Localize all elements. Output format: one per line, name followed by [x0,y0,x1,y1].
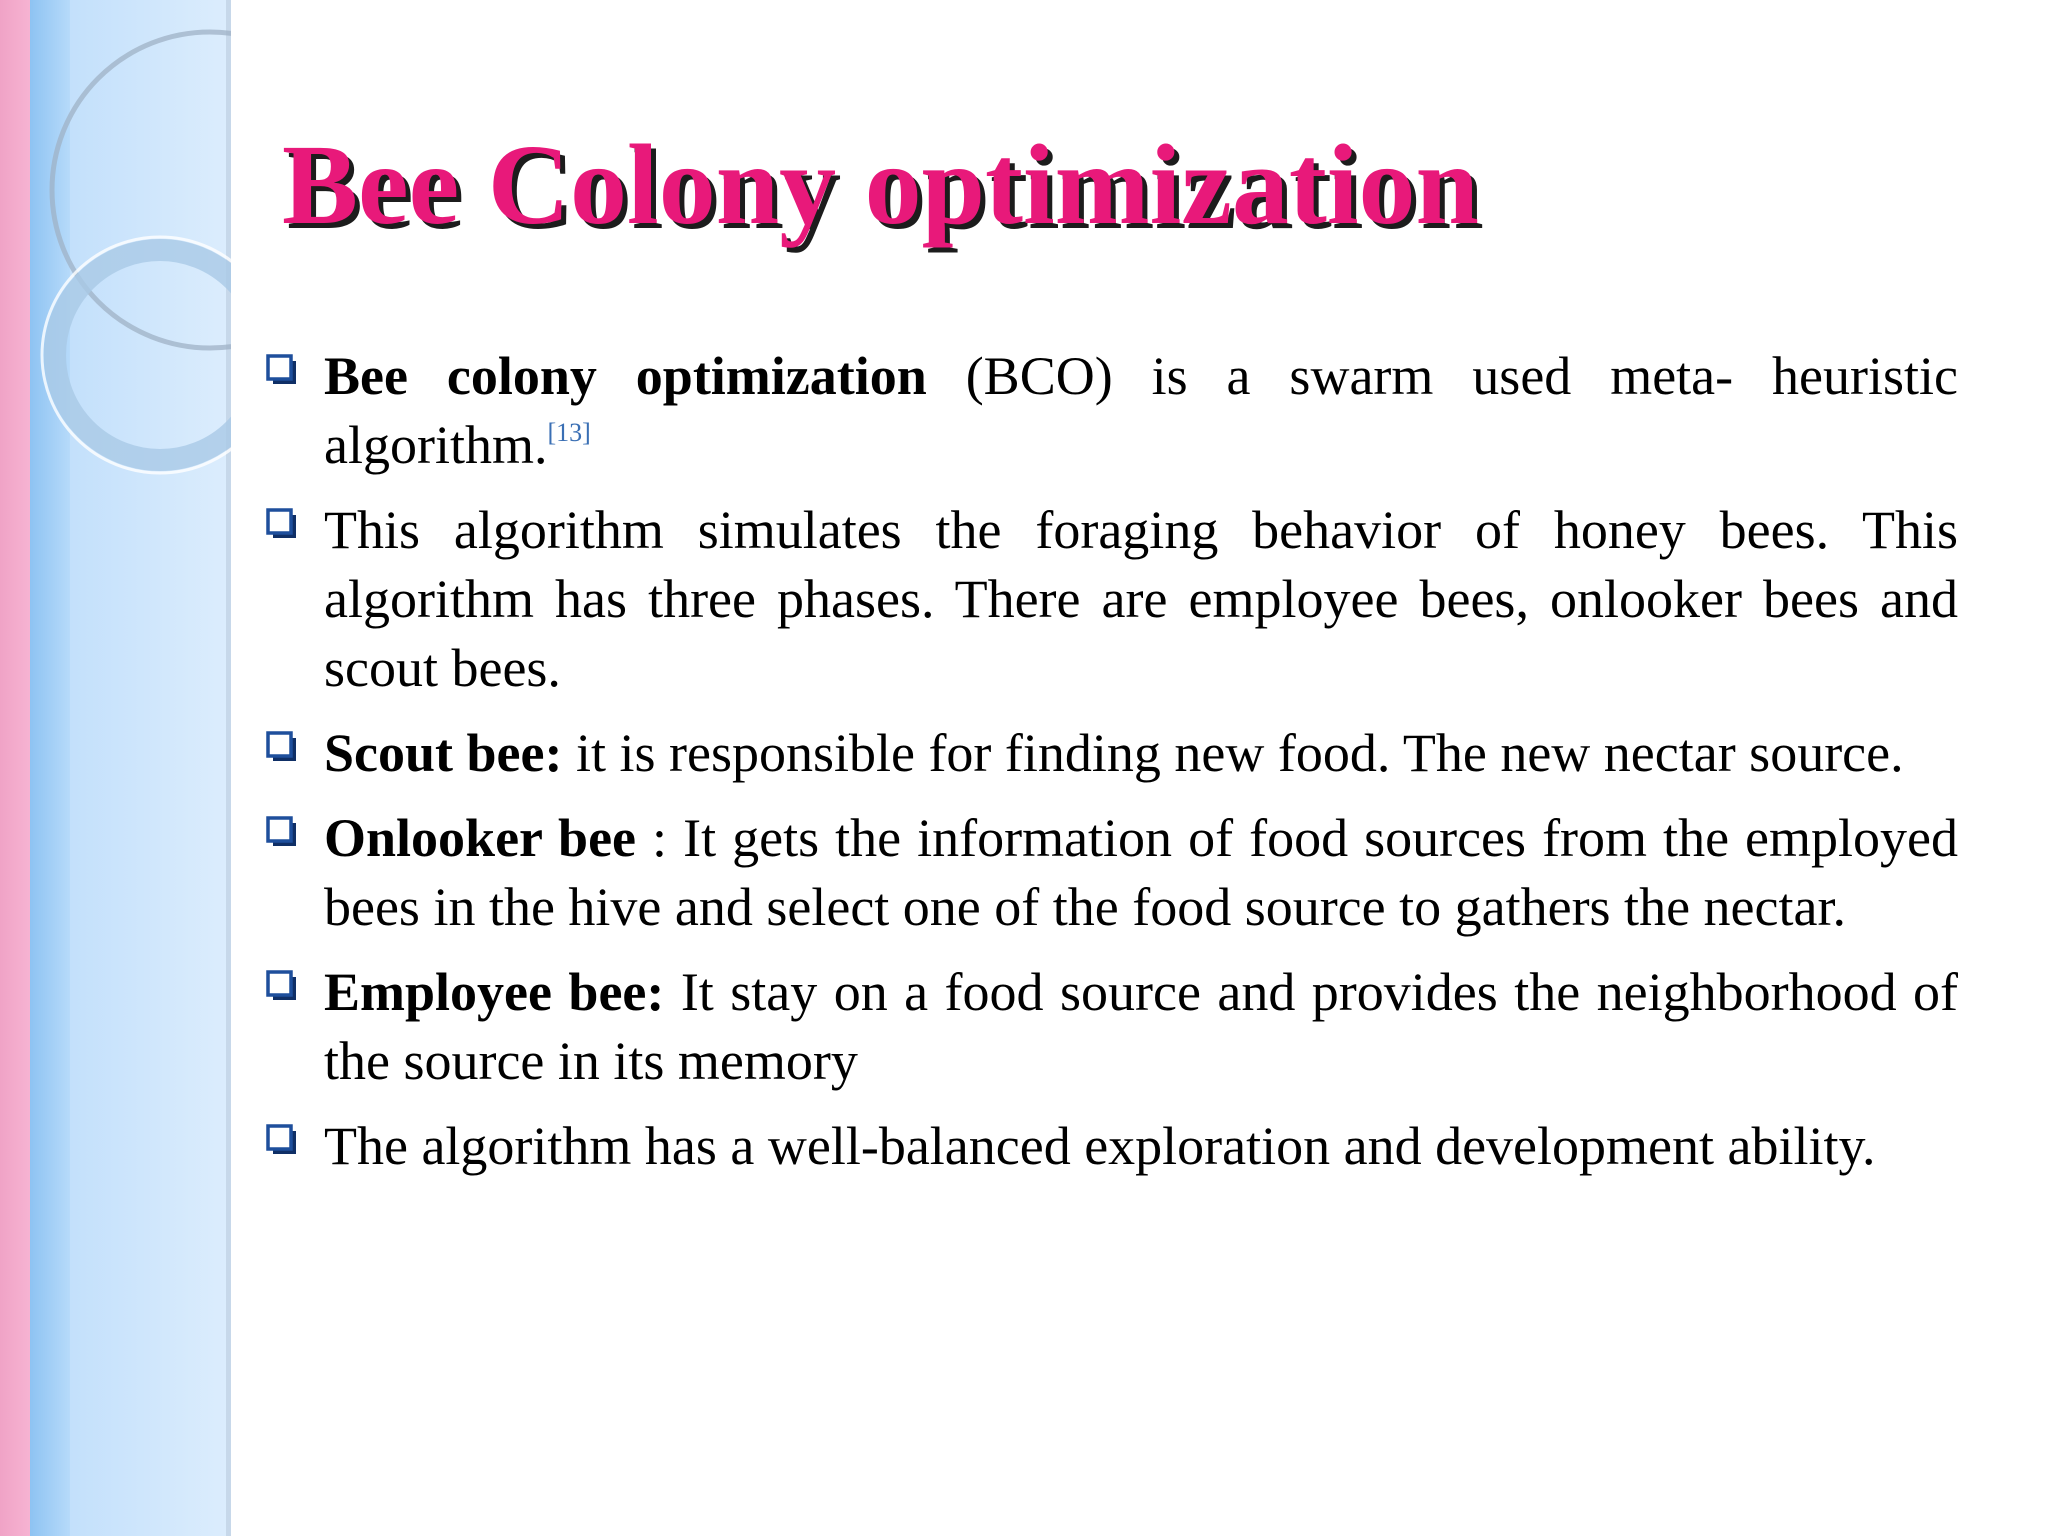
slide-title: Bee Colony optimization [282,121,1479,248]
checkbox-bullet-icon [266,1124,298,1156]
bullet-text: (BCO) is a swarm used meta- heuristic algorithm. [324,346,1958,475]
bullet-text: It stay on a food source and provides the neighborhood of the source in its memory [324,962,1958,1091]
bullet-term: Scout bee: [324,723,563,783]
bullet-item [260,804,1958,942]
checkbox-bullet-icon [266,354,298,386]
bullet-term: Onlooker bee [324,808,637,868]
bullet-term: Bee colony optimization [324,346,927,406]
bullet-item [260,342,1958,480]
checkbox-bullet-icon [266,970,298,1002]
citation-reference[interactable]: [13] [547,418,591,447]
bullet-text: The algorithm has a well-balanced exploration and development ability. [324,1116,1876,1176]
bullet-term: Employee bee: [324,962,665,1022]
bullet-item [260,958,1958,1096]
bullet-text: it is responsible for finding new food. The new nectar source. [562,723,1904,783]
bullet-list [260,342,1958,1197]
bullet-item [260,719,1958,788]
bullet-text: This algorithm simulates the foraging behavior of honey bees. This algorithm has three phases. There are employee bees, onlooker bees and scout bees. [324,500,1958,698]
bullet-text: : It gets the information of food sources from the employed bees in the hive and select one of the food source to gathers the nectar. [324,808,1958,937]
checkbox-bullet-icon [266,731,298,763]
bullet-item [260,496,1958,703]
checkbox-bullet-icon [266,508,298,540]
checkbox-bullet-icon [266,816,298,848]
decorative-circles [0,0,231,520]
bullet-item [260,1112,1958,1181]
